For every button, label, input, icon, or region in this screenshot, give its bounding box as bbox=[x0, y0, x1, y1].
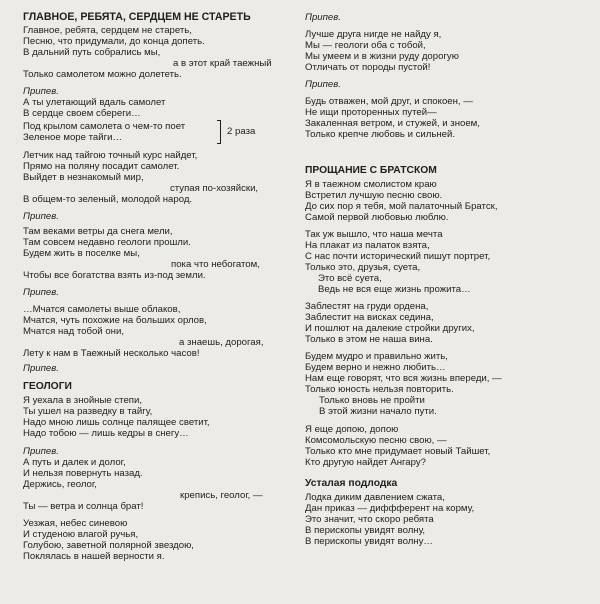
lyric-line: Песню, что придумали, до конца допеть. bbox=[23, 36, 205, 47]
lyric-line: Голубою, заветной полярной звездою, bbox=[23, 540, 194, 551]
lyric-line-indented: В этой жизни начало пути. bbox=[319, 406, 437, 417]
refrain-label: Припев. bbox=[23, 287, 59, 298]
lyric-line: Под крылом самолета о чем-то поет bbox=[23, 121, 186, 132]
lyric-line: Надо мною лишь солнце палящее светит, bbox=[23, 417, 210, 428]
lyric-line: Лодка диким давлением сжата, bbox=[305, 492, 445, 503]
lyric-line: Будем верно и нежно любить… bbox=[305, 362, 446, 373]
lyric-line: С нас почти исторический пишут портрет, bbox=[305, 251, 491, 262]
lyric-line: Там веками ветры да снега мели, bbox=[23, 226, 173, 237]
lyric-line: В общем-то зеленый, молодой народ. bbox=[23, 194, 193, 205]
lyric-line: Дан приказ — диффферент на корму, bbox=[305, 503, 475, 514]
song-title-proshchanie: ПРОЩАНИЕ С БРАТСКОМ bbox=[305, 165, 437, 176]
lyric-line: Мчатся, чуть похожие на больших орлов, bbox=[23, 315, 207, 326]
lyric-line: Только кто мне придумает новый Тайшет, bbox=[305, 446, 491, 457]
lyric-line: Заблестят на груди ордена, bbox=[305, 301, 429, 312]
lyric-line: Самой первой любовью люблю. bbox=[305, 212, 449, 223]
lyric-line: На плакат из палаток взята, bbox=[305, 240, 430, 251]
lyric-line: И нельзя повернуть назад. bbox=[23, 468, 143, 479]
lyric-line: Лучше друга нигде не найду я, bbox=[305, 29, 442, 40]
lyric-line: Только это, друзья, суета, bbox=[305, 262, 421, 273]
refrain-label: Припев. bbox=[23, 446, 59, 457]
lyric-line: Это значит, что скоро ребята bbox=[305, 514, 434, 525]
song-title-podlodka: Усталая подлодка bbox=[305, 478, 398, 489]
lyric-line: Встретил лучшую песню свою. bbox=[305, 190, 443, 201]
lyric-line: Будем жить в поселке мы, bbox=[23, 248, 140, 259]
lyric-line-indented: ступая по-хозяйски, bbox=[170, 183, 259, 194]
lyric-line: Мчатся над тобой они, bbox=[23, 326, 124, 337]
song-title-geologi: ГЕОЛОГИ bbox=[23, 381, 72, 392]
lyric-line: Не ищи проторенных путей— bbox=[305, 107, 437, 118]
lyric-line-indented: Это всё суета, bbox=[318, 273, 382, 284]
refrain-label: Припев. bbox=[23, 86, 59, 97]
song-title-glavnoe: ГЛАВНОЕ, РЕБЯТА, СЕРДЦЕМ НЕ СТАРЕТЬ bbox=[23, 11, 251, 23]
lyric-line-indented: Только вновь не пройти bbox=[319, 395, 425, 406]
lyric-line: …Мчатся самолеты выше облаков, bbox=[23, 304, 181, 315]
lyric-line: Надо тобою — лишь кедры в снегу… bbox=[23, 428, 189, 439]
lyric-line: Только самолетом можно долететь. bbox=[23, 69, 182, 80]
lyric-line: В перископы увидят волну… bbox=[305, 536, 433, 547]
lyric-line: Закаленная ветром, и стужей, и зноем, bbox=[305, 118, 480, 129]
refrain-label: Припев. bbox=[23, 211, 59, 222]
lyric-line: Я в таежном смолистом краю bbox=[305, 179, 437, 190]
lyric-line: Только юность нельзя повторить. bbox=[305, 384, 454, 395]
lyric-line: В перископы увидят волну, bbox=[305, 525, 426, 536]
lyric-line: Выйдет в незнакомый мир, bbox=[23, 172, 144, 183]
lyric-line: Комсомольскую песню свою, — bbox=[305, 435, 447, 446]
lyric-line: В дальний путь собрались мы, bbox=[23, 47, 161, 58]
lyric-line: И студеною влагой ручья, bbox=[23, 529, 139, 540]
lyric-line: Мы умеем и в жизни руду дорогую bbox=[305, 51, 459, 62]
lyric-line: Я еще допою, допою bbox=[305, 424, 399, 435]
lyric-line: Мы — геологи оба с тобой, bbox=[305, 40, 426, 51]
lyric-line: Чтобы все богатства взять из-под земли. bbox=[23, 270, 206, 281]
refrain-label: Припев. bbox=[23, 363, 59, 374]
lyric-line: Уезжая, небес синевою bbox=[23, 518, 128, 529]
refrain-label: Припев. bbox=[305, 79, 341, 90]
lyric-line-indented: а знаешь, дорогая, bbox=[179, 337, 264, 348]
lyric-line: Там совсем недавно геологи прошли. bbox=[23, 237, 191, 248]
lyric-line: Только крепче любовь и сильней. bbox=[305, 129, 456, 140]
lyric-line: Заблестит на висках седина, bbox=[305, 312, 434, 323]
lyric-line: Лету к нам в Таежный несколько часов! bbox=[23, 348, 200, 359]
lyric-line: Держись, геолог, bbox=[23, 479, 97, 490]
lyric-line: Главное, ребята, сердцем не стареть, bbox=[23, 25, 192, 36]
lyric-line: Ты — ветра и солнца брат! bbox=[23, 501, 144, 512]
lyric-line-indented: крепись, геолог, — bbox=[180, 490, 263, 501]
lyric-line: Зеленое море тайги… bbox=[23, 132, 123, 143]
lyric-line: Будь отважен, мой друг, и спокоен, — bbox=[305, 96, 473, 107]
repeat-note: 2 раза bbox=[227, 126, 256, 137]
lyric-line: Кто другую найдет Ангару? bbox=[305, 457, 427, 468]
lyric-line: Будем мудро и правильно жить, bbox=[305, 351, 448, 362]
lyric-line: Летчик над тайгою точный курс найдет, bbox=[23, 150, 198, 161]
lyric-line: А ты улетающий вдаль самолет bbox=[23, 97, 166, 108]
lyric-line: Только в этом не наша вина. bbox=[305, 334, 433, 345]
lyric-line-indented: Ведь не вся еще жизнь прожита… bbox=[318, 284, 471, 295]
lyric-line: Отличать от породы пустой! bbox=[305, 62, 431, 73]
refrain-label: Припев. bbox=[305, 12, 341, 23]
lyric-line: Нам еще говорят, что вся жизнь впереди, — bbox=[305, 373, 502, 384]
repeat-brace bbox=[217, 120, 221, 144]
lyric-line: В сердце своем сбереги… bbox=[23, 108, 141, 119]
lyric-line-indented: а в этот край таежный bbox=[173, 58, 272, 69]
lyric-line-indented: пока что небогатом, bbox=[171, 259, 260, 270]
lyric-line: Ты ушел на разведку в тайгу, bbox=[23, 406, 153, 417]
lyric-line: И пошлют на далекие стройки других, bbox=[305, 323, 475, 334]
lyric-line: До сих пор я тебя, мой палаточный Братск, bbox=[305, 201, 498, 212]
lyric-line: Поклялась в нашей верности я. bbox=[23, 551, 165, 562]
lyric-line: Прямо на поляну посадит самолет. bbox=[23, 161, 180, 172]
lyric-line: Я уехала в знойные степи, bbox=[23, 395, 143, 406]
lyric-line: А путь и далек и долог, bbox=[23, 457, 126, 468]
lyric-line: Так уж вышло, что наша мечта bbox=[305, 229, 443, 240]
